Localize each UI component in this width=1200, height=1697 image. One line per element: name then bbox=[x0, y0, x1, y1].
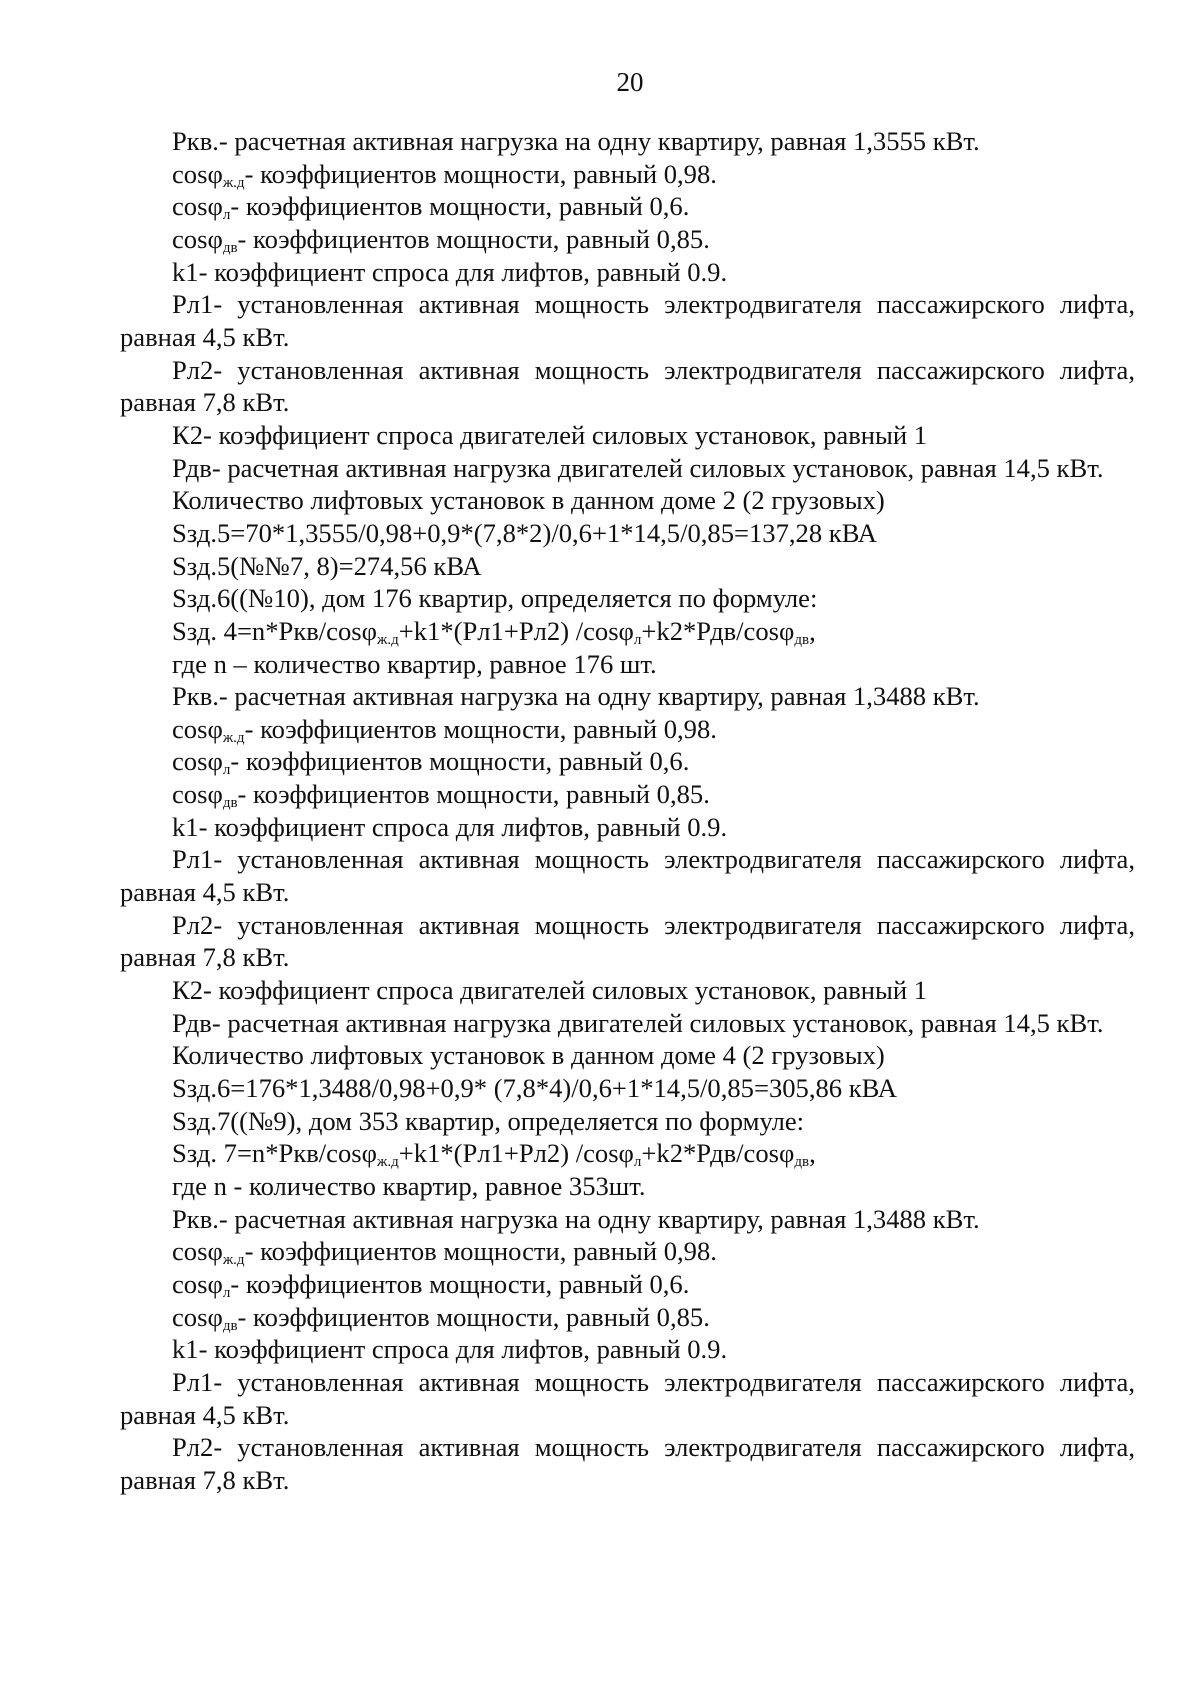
text-line bbox=[120, 158, 1135, 191]
subscript: л bbox=[222, 762, 231, 779]
text-paragraph bbox=[120, 354, 1135, 419]
subscript: л bbox=[222, 207, 231, 224]
text-line bbox=[120, 713, 1135, 746]
text-line bbox=[120, 190, 1135, 223]
text-run: - коэффициентов мощности, равный 0,85. bbox=[237, 779, 710, 810]
text-run: - коэффициентов мощности, равный 0,6. bbox=[230, 191, 690, 222]
text-paragraph bbox=[120, 1007, 1135, 1040]
subscript: дв bbox=[222, 239, 238, 256]
text-run: , bbox=[809, 615, 816, 646]
text-run: k1- коэффициент спроса для лифтов, равный 0.9. bbox=[172, 811, 728, 842]
text-line bbox=[120, 582, 1135, 615]
text-line bbox=[120, 550, 1135, 583]
subscript: дв bbox=[222, 1317, 238, 1334]
text-line bbox=[120, 256, 1135, 289]
subscript: ж.д bbox=[222, 1252, 245, 1269]
text-run: - коэффициентов мощности, равный 0,98. bbox=[244, 1236, 717, 1267]
text-line bbox=[120, 1268, 1135, 1301]
text-line bbox=[120, 615, 1135, 648]
text-run: Рл2- установленная активная мощность электродвигателя пассажирского лифта, равная 7,8 кВт. bbox=[120, 354, 1135, 418]
text-run: Рл2- установленная активная мощность электродвигателя пассажирского лифта, равная 7,8 кВт. bbox=[120, 909, 1135, 973]
text-line bbox=[120, 648, 1135, 681]
text-run: +k2*Рдв/cosφ bbox=[641, 1138, 795, 1169]
text-run: Рл2- установленная активная мощность электродвигателя пассажирского лифта, равная 7,8 кВт. bbox=[120, 1432, 1135, 1495]
text-line bbox=[120, 1137, 1135, 1170]
text-line bbox=[120, 1170, 1135, 1203]
text-run: cosφ bbox=[172, 1236, 223, 1267]
text-run: +k1*(Рл1+Рл2) /cosφ bbox=[398, 1138, 634, 1169]
subscript: л bbox=[633, 1154, 642, 1171]
subscript: ж.д bbox=[222, 729, 245, 746]
text-run: - коэффициентов мощности, равный 0,6. bbox=[230, 746, 690, 777]
text-paragraph bbox=[120, 288, 1135, 353]
text-line bbox=[120, 1235, 1135, 1268]
text-run: cosφ bbox=[172, 779, 223, 810]
text-line bbox=[120, 223, 1135, 256]
text-run: cosφ bbox=[172, 158, 223, 189]
subscript: дв bbox=[794, 1154, 810, 1171]
text-line bbox=[120, 419, 1135, 452]
subscript: ж.д bbox=[222, 174, 245, 191]
text-line bbox=[120, 1105, 1135, 1138]
text-run: +k1*(Рл1+Рл2) /cosφ bbox=[398, 615, 634, 646]
text-run: - коэффициентов мощности, равный 0,85. bbox=[237, 223, 710, 254]
text-line bbox=[120, 811, 1135, 844]
text-paragraph bbox=[120, 1366, 1135, 1431]
subscript: дв bbox=[794, 631, 810, 648]
text-run: k1- коэффициент спроса для лифтов, равный 0.9. bbox=[172, 1334, 728, 1365]
text-run: - коэффициентов мощности, равный 0,6. bbox=[230, 1268, 690, 1299]
text-line bbox=[120, 517, 1135, 550]
text-run: - коэффициентов мощности, равный 0,98. bbox=[244, 158, 717, 189]
text-run: Sзд.5=70*1,3555/0,98+0,9*(7,8*2)/0,6+1*14,5/0,85=137,28 кВА bbox=[172, 517, 877, 548]
text-run: Ркв.- расчетная активная нагрузка на одну квартиру, равная 1,3488 кВт. bbox=[172, 1203, 980, 1234]
subscript: дв bbox=[222, 795, 238, 812]
text-line bbox=[120, 745, 1135, 778]
text-run: cosφ bbox=[172, 1301, 223, 1332]
text-run: где n – количество квартир, равное 176 шт. bbox=[172, 648, 657, 679]
text-run: Рл1- установленная активная мощность электродвигателя пассажирского лифта, равная 4,5 кВт. bbox=[120, 844, 1135, 908]
text-line bbox=[120, 1039, 1135, 1072]
text-paragraph bbox=[120, 1431, 1135, 1496]
text-run: Sзд.5(№№7, 8)=274,56 кВА bbox=[172, 550, 482, 581]
text-run: Рл1- установленная активная мощность электродвигателя пассажирского лифта, равная 4,5 кВт. bbox=[120, 289, 1135, 352]
subscript: л bbox=[222, 1284, 231, 1301]
page-number: 20 bbox=[616, 67, 644, 97]
text-run: cosφ bbox=[172, 746, 223, 777]
text-run: Ркв.- расчетная активная нагрузка на одну квартиру, равная 1,3555 кВт. bbox=[172, 126, 980, 156]
text-run: +k2*Рдв/cosφ bbox=[641, 615, 795, 646]
text-line bbox=[120, 125, 1135, 158]
text-run: Рдв- расчетная активная нагрузка двигателей силовых установок, равная 14,5 кВт. bbox=[172, 1007, 1104, 1038]
text-run: cosφ bbox=[172, 1268, 223, 1299]
text-run: Количество лифтовых установок в данном доме 4 (2 грузовых) bbox=[172, 1040, 885, 1071]
text-paragraph bbox=[120, 843, 1135, 908]
text-run: Sзд. 7=n*Ркв/cosφ bbox=[172, 1138, 377, 1169]
text-run: , bbox=[809, 1138, 816, 1169]
text-line bbox=[120, 778, 1135, 811]
text-run: cosφ bbox=[172, 713, 223, 744]
subscript: ж.д bbox=[377, 631, 399, 648]
text-run: Sзд. 4=n*Ркв/cosφ bbox=[172, 615, 377, 646]
text-line bbox=[120, 1203, 1135, 1236]
text-line bbox=[120, 1072, 1135, 1105]
text-run: cosφ bbox=[172, 191, 223, 222]
text-line bbox=[120, 680, 1135, 713]
text-run: Рл1- установленная активная мощность электродвигателя пассажирского лифта, равная 4,5 кВт. bbox=[120, 1366, 1135, 1430]
subscript: л bbox=[633, 631, 642, 648]
text-line bbox=[120, 1333, 1135, 1366]
text-run: - коэффициентов мощности, равный 0,85. bbox=[237, 1301, 710, 1332]
text-line bbox=[120, 1301, 1135, 1334]
document-body bbox=[120, 125, 1135, 1497]
text-run: Ркв.- расчетная активная нагрузка на одну квартиру, равная 1,3488 кВт. bbox=[172, 681, 980, 712]
text-run: Sзд.6=176*1,3488/0,98+0,9* (7,8*4)/0,6+1*14,5/0,85=305,86 кВА bbox=[172, 1073, 897, 1104]
text-run: Sзд.7((№9), дом 353 квартир, определяется по формуле: bbox=[172, 1105, 805, 1136]
text-run: Рдв- расчетная активная нагрузка двигателей силовых установок, равная 14,5 кВт. bbox=[172, 452, 1104, 483]
text-run: где n - количество квартир, равное 353шт. bbox=[172, 1171, 646, 1201]
text-run: - коэффициентов мощности, равный 0,98. bbox=[244, 713, 717, 744]
text-line bbox=[120, 974, 1135, 1007]
text-line bbox=[120, 484, 1135, 517]
text-paragraph bbox=[120, 452, 1135, 485]
text-run: К2- коэффициент спроса двигателей силовых установок, равный 1 bbox=[172, 419, 928, 450]
text-run: k1- коэффициент спроса для лифтов, равный 0.9. bbox=[172, 256, 728, 287]
text-paragraph bbox=[120, 909, 1135, 974]
text-run: Количество лифтовых установок в данном доме 2 (2 грузовых) bbox=[172, 485, 885, 516]
text-run: Sзд.6((№10), дом 176 квартир, определяется по формуле: bbox=[172, 583, 818, 614]
text-run: cosφ bbox=[172, 223, 223, 254]
subscript: ж.д bbox=[377, 1154, 399, 1171]
text-run: К2- коэффициент спроса двигателей силовых установок, равный 1 bbox=[172, 975, 928, 1006]
